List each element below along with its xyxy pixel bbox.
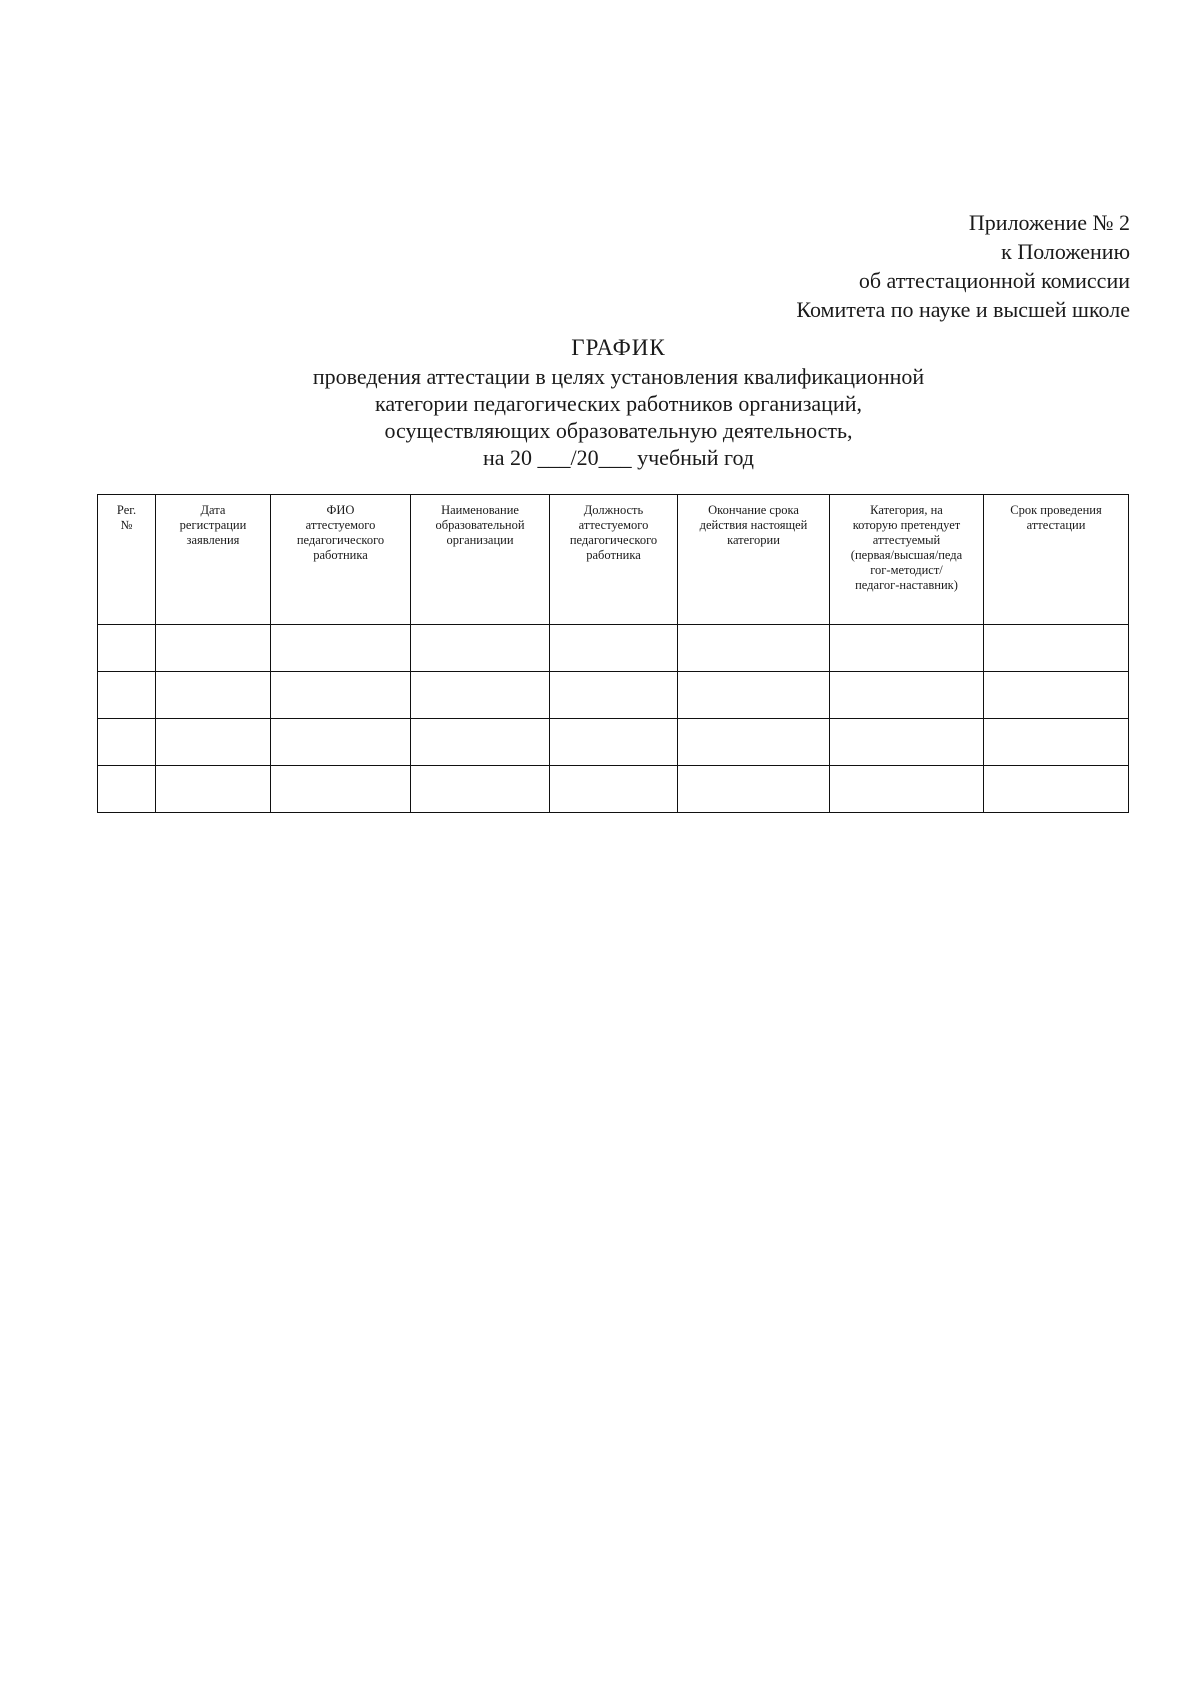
table-cell: [411, 625, 550, 672]
table-cell: [550, 719, 678, 766]
header-target-category: Категория, на которую претендует аттестуемый (первая/высшая/педа гог-методист/ педагог-наставник): [830, 495, 984, 625]
table-cell: [830, 672, 984, 719]
document-heading: [0, 334, 1200, 471]
table-cell: [830, 766, 984, 813]
header-registration-date: Дата регистрации заявления: [156, 495, 271, 625]
table-cell: [830, 625, 984, 672]
table-cell: [550, 672, 678, 719]
attestation-schedule-table: [97, 494, 1129, 813]
table-cell: [678, 672, 830, 719]
table-cell: [98, 719, 156, 766]
table-cell: [271, 766, 411, 813]
table-row: [98, 719, 1129, 766]
table-cell: [984, 672, 1129, 719]
table-cell: [271, 719, 411, 766]
document-academic-year: на 20 ___/20___ учебный год: [482, 445, 755, 470]
table-cell: [156, 672, 271, 719]
table-cell: [830, 719, 984, 766]
appendix-number: Приложение № 2: [968, 210, 1130, 235]
table-cell: [550, 766, 678, 813]
header-category-expiry: Окончание срока действия настоящей категории: [678, 495, 830, 625]
table-cell: [156, 719, 271, 766]
table-cell: [271, 625, 411, 672]
document-subtitle-line: проведения аттестации в целях установления квалификационной: [312, 364, 925, 389]
table-cell: [271, 672, 411, 719]
header-attestation-period: Срок проведения аттестации: [984, 495, 1129, 625]
table-cell: [550, 625, 678, 672]
table-header-row: [98, 495, 1129, 625]
table-cell: [411, 672, 550, 719]
header-position: Должность аттестуемого педагогического работника: [550, 495, 678, 625]
table-cell: [678, 625, 830, 672]
appendix-reference: [796, 208, 1130, 324]
table-cell: [984, 625, 1129, 672]
table-cell: [411, 719, 550, 766]
table-row: [98, 625, 1129, 672]
table-cell: [678, 766, 830, 813]
table-cell: [98, 672, 156, 719]
header-reg-number: Рег. №: [98, 495, 156, 625]
table-cell: [156, 625, 271, 672]
table-row: [98, 766, 1129, 813]
table-cell: [678, 719, 830, 766]
table-cell: [984, 766, 1129, 813]
table-cell: [411, 766, 550, 813]
table-cell: [156, 766, 271, 813]
header-teacher-name: ФИО аттестуемого педагогического работника: [271, 495, 411, 625]
document-title: ГРАФИК: [571, 335, 666, 360]
table-cell: [98, 625, 156, 672]
appendix-commission: об аттестационной комиссии: [858, 268, 1130, 293]
document-subtitle-line: осуществляющих образовательную деятельность,: [384, 418, 853, 443]
header-organization-name: Наименование образовательной организации: [411, 495, 550, 625]
appendix-regulation: к Положению: [1001, 239, 1130, 264]
table-cell: [98, 766, 156, 813]
table-cell: [984, 719, 1129, 766]
document-subtitle-line: категории педагогических работников организаций,: [375, 391, 862, 416]
appendix-committee: Комитета по науке и высшей школе: [796, 297, 1130, 322]
table-row: [98, 672, 1129, 719]
